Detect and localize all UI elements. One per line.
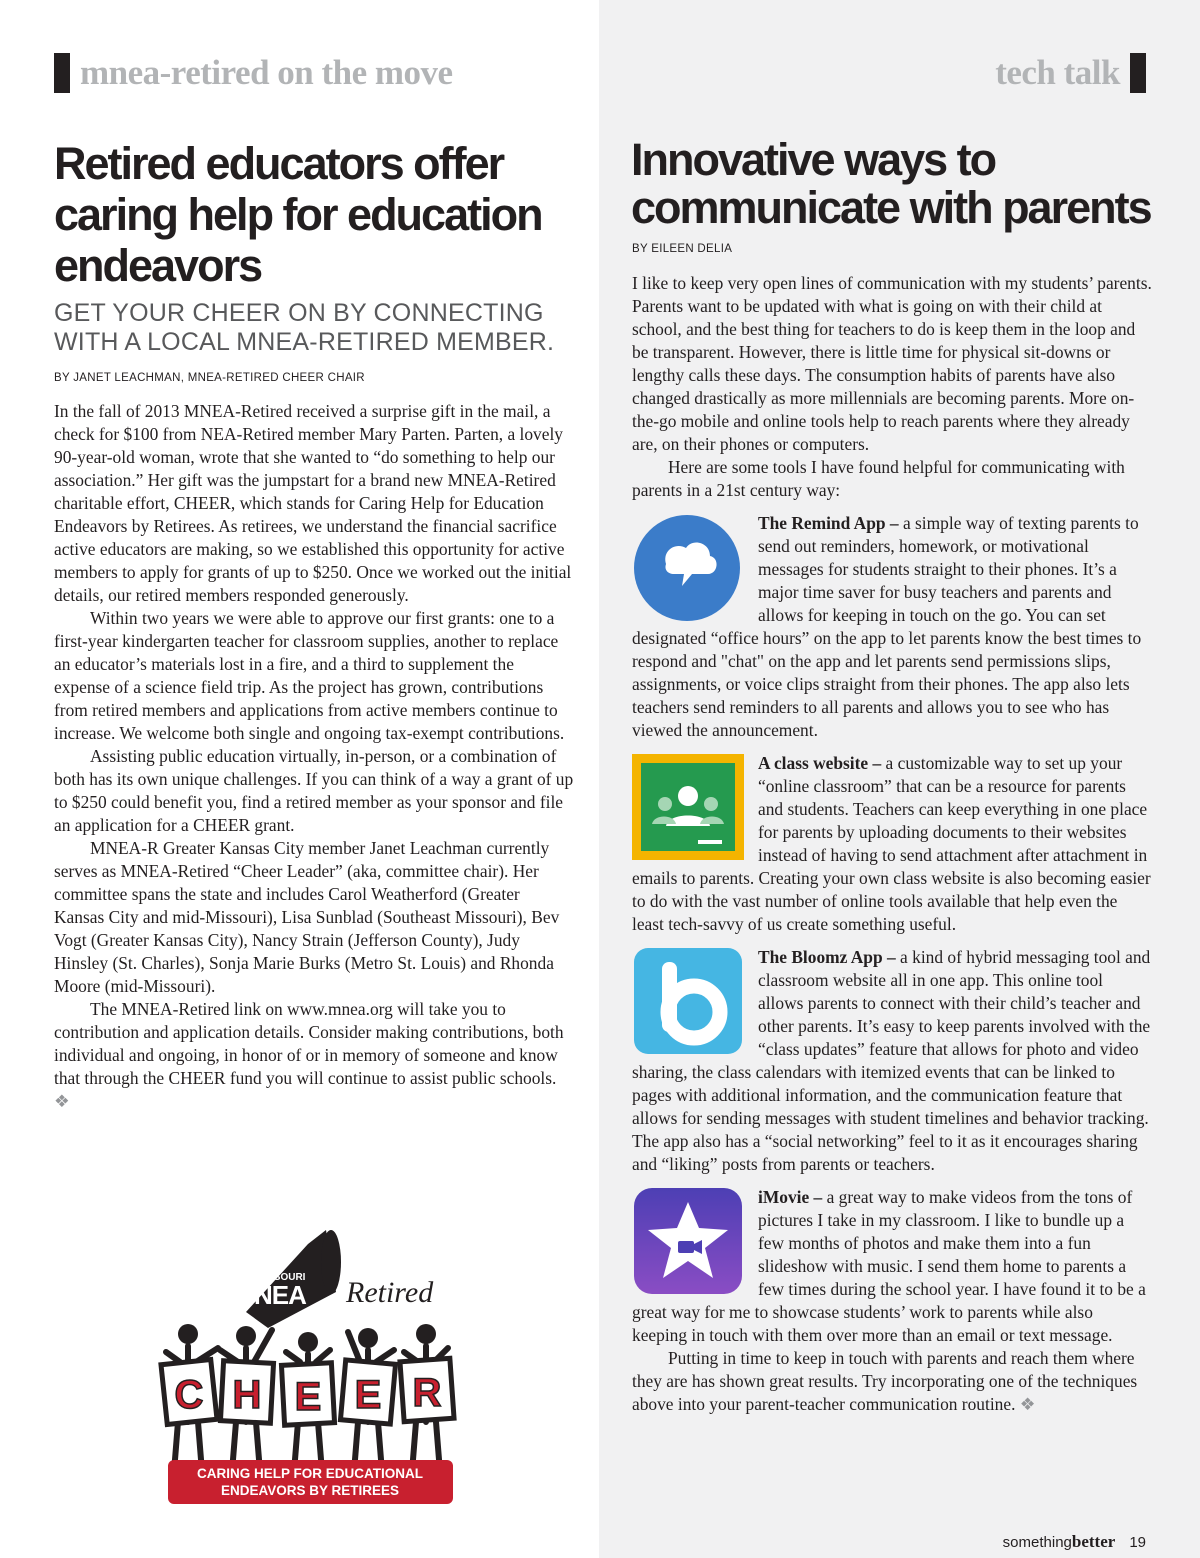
tool-name: The Bloomz App –: [758, 947, 896, 967]
cheer-letter: E: [294, 1375, 322, 1419]
remind-app-icon: [632, 512, 744, 622]
tool-name: iMovie –: [758, 1187, 823, 1207]
tool-bloomz: [632, 946, 1152, 1176]
page-number: 19: [1129, 1534, 1146, 1551]
section-marker-bar: [54, 53, 70, 93]
logo-nea: NEA: [254, 1280, 306, 1310]
left-headline: Retired educators offer caring help for education endeavors: [54, 138, 542, 291]
cheer-letter: E: [354, 1373, 382, 1417]
tool-class-website: [632, 752, 1152, 936]
closing-text: Putting in time to keep in touch with parents and reach them where they are has shown great results. Try incorporating one of the techniques above into your parent-teacher communication routine.: [632, 1348, 1138, 1414]
right-article-body: [632, 272, 1152, 1416]
left-paragraph: MNEA-R Greater Kansas City member Janet Leachman currently serves as MNEA-Retired “Cheer Leader” (aka, committee chair). Her committee spans the state and includes Carol Weatherford (Greater Kansas City and mid-Missouri), Lisa Sunblad (Southeast Missouri), Bev Vogt (Greater Kansas City), Nancy Strain (Jefferson County), Judy Hinsley (St. Charles), Sonja Marie Burks (Metro St. Louis) and Rhonda Moore (mid-Missouri).: [54, 838, 560, 996]
left-article-body: [54, 400, 574, 1113]
logo-retired: Retired: [346, 1276, 434, 1309]
cheer-letter: H: [232, 1373, 262, 1417]
left-paragraph: Within two years we were able to approve our first grants: one to a first-year kindergarten teacher for classroom supplies, another to replace an educator’s materials lost in a fire, and a third to supplement the expense of a science field trip. As the project has grown, contributions from retired members and applications from active members continue to increase. We welcome both single and ongoing tax-exempt contributions.: [54, 608, 565, 743]
left-paragraph: In the fall of 2013 MNEA-Retired received a surprise gift in the mail, a check for $100 from NEA-Retired member Mary Parten. Parten, a lovely 90-year-old woman, wrote that she wanted to “do something to help our association.” Her gift was the jumpstart for a brand new MNEA-Retired charitable effort, CHEER, which stands for Caring Help for Education Endeavors by Retirees. As retirees, we understand the financial sacrifice active educators are making, so we established this opportunity for active members to apply for grants of up to $250. Once we worked out the initial details, our retired members responded generously.: [54, 401, 572, 605]
section-title-right: tech talk: [995, 53, 1120, 92]
left-paragraph-last: [54, 998, 574, 1113]
section-title-left: mnea-retired on the move: [80, 53, 453, 92]
tool-remind: [632, 512, 1152, 742]
page-footer: [1003, 1532, 1146, 1552]
tool-name: A class website –: [758, 753, 882, 773]
cheer-letter: C: [174, 1373, 204, 1417]
cheer-letter: R: [412, 1371, 442, 1415]
footer-brand-bold: better: [1071, 1532, 1116, 1551]
google-classroom-icon: [632, 752, 744, 862]
left-paragraph: Assisting public education virtually, in-person, or a combination of both has its own unique challenges. If you can think of a way a grant of up to $250 could benefit you, find a retired member as your sponsor and file an application for a CHEER grant.: [54, 746, 574, 835]
right-closing-paragraph: [632, 1347, 1152, 1416]
tool-description: a kind of hybrid messaging tool and classroom website all in one app. This online tool allows parents to connect with their child’s teacher and other parents. It’s easy to keep parents involved with the “class updates” feature that allows for photo and video sharing, the class calendars with itemized events that can be linked to pages with additional information, and the communication feature that allows for sending messages with student timelines and behavior tracking. The app also has a “social networking” feel to it as it encourages sharing and “liking” posts from parents or teachers.: [632, 947, 1151, 1174]
logo-missouri: MISSOURI: [256, 1272, 306, 1283]
tool-description: a simple way of texting parents to send out reminders, homework, or motivational messages for students straight to their phones. It’s a major time saver for busy teachers and parents and allows for keeping in touch on the go. You can set designated “office hours” on the app to let parents know the best times to respond and "chat" on the app and let parents send permissions slips, assignments, or voice clips straight from their phones. The app also lets teachers send reminders to all parents and allows you to see who has viewed the announcement.: [632, 513, 1142, 740]
right-intro-paragraph: Here are some tools I have found helpful for communicating with parents in a 21st century way:: [632, 457, 1125, 500]
bloomz-app-icon: [632, 946, 744, 1056]
tool-description: a great way to make videos from the tons of pictures I take in my classroom. I like to bundle up a few months of photos and make them into a fun slideshow with music. I send them home to parents a few times during the school year. I have found it to be a great way for me to showcase students’ work to parents while also keeping in touch with them over more than an email or text message.: [632, 1187, 1146, 1345]
tool-description: a customizable way to set up your “online classroom” that can be a resource for parents and students. Teachers can keep everything in one place for parents by uploading documents to their websites instead of having to send attachment after attachment in emails to parents. Creating your own class website is also becoming easier to do with the vast number of online tools available that help even the least tech-savvy of us create something useful.: [632, 753, 1151, 934]
left-paragraph: The MNEA-Retired link on www.mnea.org will take you to contribution and application details. Consider making contributions, both individual and ongoing, in honor of or in memory of someone and know that through the CHEER fund you will continue to assist public schools.: [54, 999, 564, 1088]
left-byline: BY JANET LEACHMAN, MNEA-RETIRED CHEER CHAIR: [54, 372, 365, 384]
section-header-left: [54, 52, 453, 94]
section-marker-bar: [1130, 53, 1146, 93]
imovie-icon: [632, 1186, 744, 1296]
section-header-right: [995, 52, 1146, 94]
end-mark-icon: ❖: [54, 1091, 70, 1111]
footer-brand-light: something: [1002, 1534, 1072, 1551]
cheer-logo: [158, 1222, 458, 1507]
right-intro-paragraph: I like to keep very open lines of communication with my students’ parents. Parents want to be updated with what is going on with their child at school, and the best thing for teachers to do is keep them in the loop and be transparent. However, there is little time for physical sit-downs or lengthy calls these days. The consumption habits of parents have also changed drastically as more millennials are becoming parents. More on-the-go mobile and online tools help to reach parents where they already are, on their phones or computers.: [632, 273, 1152, 454]
cheer-tagline-2: ENDEAVORS BY RETIREES: [220, 1483, 400, 1498]
right-byline: BY EILEEN DELIA: [632, 243, 733, 255]
left-deck: GET YOUR CHEER ON BY CONNECTING WITH A LOCAL MNEA-RETIRED MEMBER.: [54, 299, 555, 356]
cheer-tagline-1: CARING HELP FOR EDUCATIONAL: [197, 1466, 423, 1481]
right-headline: Innovative ways to communicate with parents: [631, 134, 1151, 233]
tool-name: The Remind App –: [758, 513, 899, 533]
tool-imovie: [632, 1186, 1152, 1347]
end-mark-icon: ❖: [1019, 1394, 1036, 1414]
